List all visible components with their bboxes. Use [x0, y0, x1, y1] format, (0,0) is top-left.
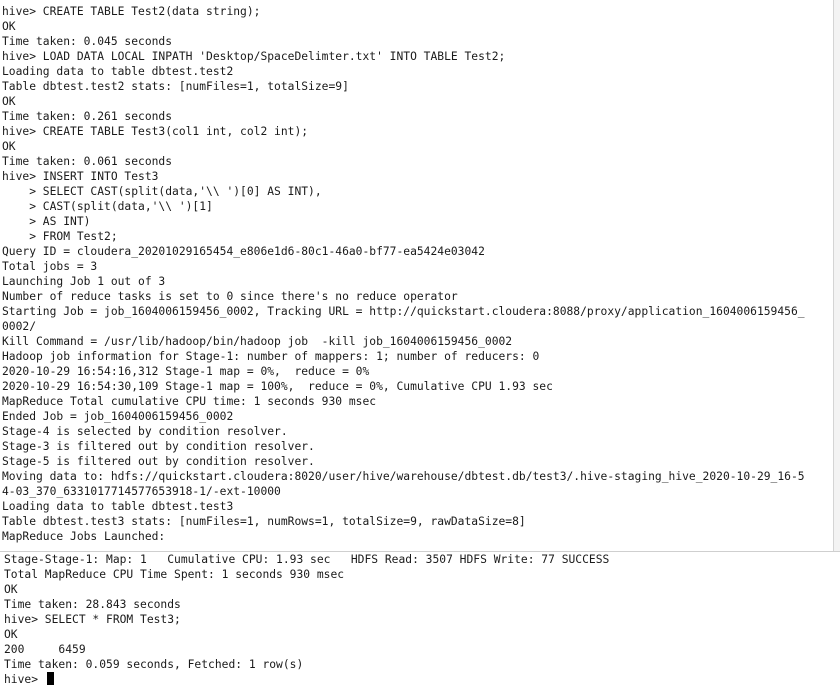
terminal-line: 0002/	[2, 320, 37, 333]
terminal-line: Number of reduce tasks is set to 0 since there's no reduce operator	[2, 290, 458, 303]
terminal-line: Moving data to: hdfs://quickstart.cloudera:8020/user/hive/warehouse/dbtest.db/test3/.hive-staging_hive_2020-10-29_16-5	[2, 470, 805, 483]
terminal-line: Launching Job 1 out of 3	[2, 275, 166, 288]
text-cursor	[47, 672, 54, 685]
terminal-line: Total jobs = 3	[2, 260, 98, 273]
terminal-line: Total MapReduce CPU Time Spent: 1 seconds 930 msec	[4, 568, 345, 581]
terminal-line: 200 6459	[4, 643, 86, 656]
terminal-line: Time taken: 0.261 seconds	[2, 110, 173, 123]
terminal-line: OK	[4, 628, 18, 641]
terminal-line: OK	[2, 95, 16, 108]
terminal-line: > AS INT)	[2, 215, 91, 228]
terminal-line: > SELECT CAST(split(data,'\\ ')[0] AS INT),	[2, 185, 322, 198]
terminal-line: Stage-3 is filtered out by condition resolver.	[2, 440, 315, 453]
terminal-line: Query ID = cloudera_20201029165454_e806e1d6-80c1-46a0-bf77-ea5424e03042	[2, 245, 485, 258]
terminal-line: Stage-5 is filtered out by condition resolver.	[2, 455, 315, 468]
terminal-line: Time taken: 28.843 seconds	[4, 598, 181, 611]
terminal-line: OK	[2, 20, 16, 33]
terminal-line: OK	[4, 583, 18, 596]
shell-prompt: hive>	[4, 673, 45, 686]
terminal-output-upper	[0, 4, 834, 552]
terminal-line: Kill Command = /usr/lib/hadoop/bin/hadoop job -kill job_1604006159456_0002	[2, 335, 513, 348]
terminal-line: Table dbtest.test2 stats: [numFiles=1, totalSize=9]	[2, 80, 349, 93]
terminal-line: Stage-Stage-1: Map: 1 Cumulative CPU: 1.93 sec HDFS Read: 3507 HDFS Write: 77 SUCCESS	[4, 553, 610, 566]
terminal-output-lower	[0, 552, 834, 693]
terminal-line: MapReduce Jobs Launched:	[2, 530, 166, 543]
terminal-line: Stage-4 is selected by condition resolver.	[2, 425, 288, 438]
terminal-line: 2020-10-29 16:54:30,109 Stage-1 map = 100%, reduce = 0%, Cumulative CPU 1.93 sec	[2, 380, 553, 393]
terminal-line: Loading data to table dbtest.test3	[2, 500, 234, 513]
terminal-line: Loading data to table dbtest.test2	[2, 65, 234, 78]
prompt-line[interactable]	[0, 672, 834, 687]
terminal-line: Ended Job = job_1604006159456_0002	[2, 410, 234, 423]
terminal-line: Table dbtest.test3 stats: [numFiles=1, numRows=1, totalSize=9, rawDataSize=8]	[2, 515, 526, 528]
terminal-line: > CAST(split(data,'\\ ')[1]	[2, 200, 213, 213]
terminal-line: Time taken: 0.061 seconds	[2, 155, 173, 168]
terminal-line: hive> INSERT INTO Test3	[2, 170, 159, 183]
terminal-line: Starting Job = job_1604006159456_0002, Tracking URL = http://quickstart.cloudera:8088/proxy/application_1604006159456_	[2, 305, 805, 318]
terminal-line: Hadoop job information for Stage-1: number of mappers: 1; number of reducers: 0	[2, 350, 540, 363]
terminal-line: hive> LOAD DATA LOCAL INPATH 'Desktop/SpaceDelimter.txt' INTO TABLE Test2;	[2, 50, 506, 63]
terminal-line: hive> CREATE TABLE Test2(data string);	[2, 5, 261, 18]
scrollbar[interactable]	[833, 0, 840, 552]
terminal-line: hive> SELECT * FROM Test3;	[4, 613, 181, 626]
terminal-line: MapReduce Total cumulative CPU time: 1 seconds 930 msec	[2, 395, 377, 408]
terminal-line: 4-03_370_6331017714577653918-1/-ext-10000	[2, 485, 281, 498]
terminal-line: Time taken: 0.059 seconds, Fetched: 1 row(s)	[4, 658, 304, 671]
terminal-line: OK	[2, 140, 16, 153]
terminal-line: Time taken: 0.045 seconds	[2, 35, 173, 48]
terminal-line: > FROM Test2;	[2, 230, 118, 243]
terminal-line: hive> CREATE TABLE Test3(col1 int, col2 int);	[2, 125, 309, 138]
terminal-line: 2020-10-29 16:54:16,312 Stage-1 map = 0%, reduce = 0%	[2, 365, 370, 378]
